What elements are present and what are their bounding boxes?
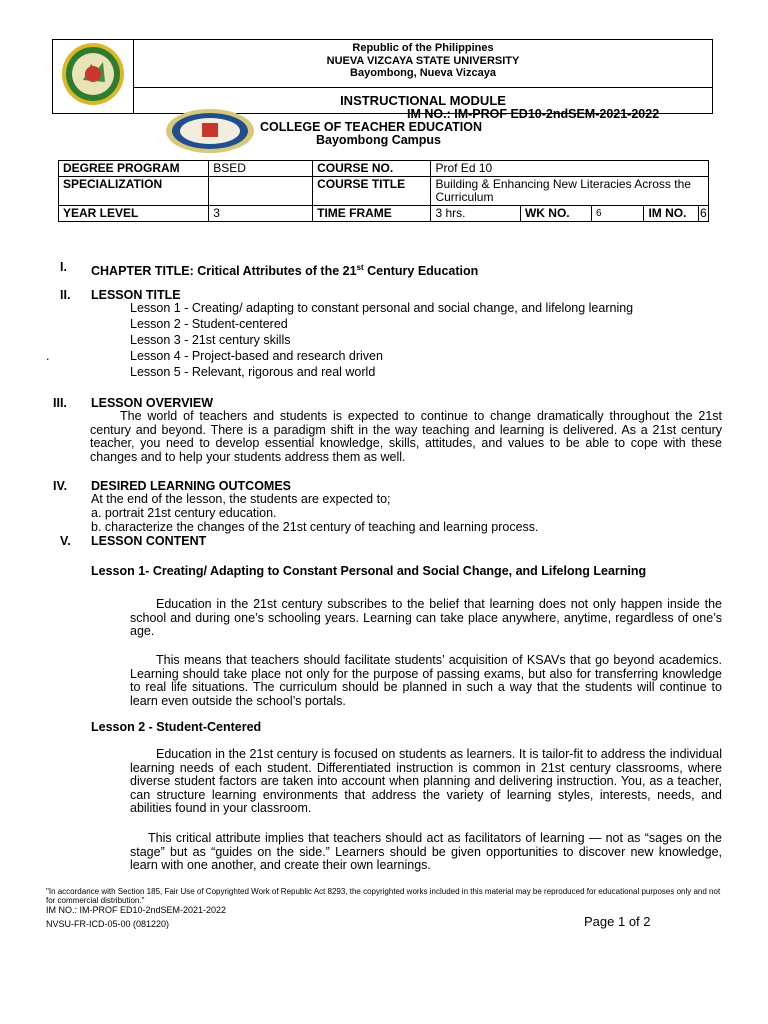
chapter-title-sup: st <box>356 263 364 272</box>
lesson-overview-heading: LESSON OVERVIEW <box>91 396 214 410</box>
week-no-label: WK NO. <box>520 206 591 222</box>
degree-label: DEGREE PROGRAM <box>59 161 209 177</box>
course-title-label: COURSE TITLE <box>313 177 431 206</box>
learning-outcome-b: b. characterize the changes of the 21st century of teaching and learning process. <box>91 520 539 534</box>
lesson-item: Lesson 4 - Project-based and research driven <box>130 349 383 363</box>
nvsu-seal-icon <box>53 40 133 108</box>
university-name: NUEVA VIZCAYA STATE UNIVERSITY <box>326 54 520 67</box>
learning-outcome-a: a. portrait 21st century education. <box>91 506 277 520</box>
lesson-1-title: Lesson 1- Creating/ Adapting to Constant Personal and Social Change, and Lifelong Learning <box>91 564 647 578</box>
cte-logo-icon <box>164 107 256 155</box>
year-level-label: YEAR LEVEL <box>59 206 209 222</box>
im-no-label: IM NO. <box>644 206 699 222</box>
specialization-label: SPECIALIZATION <box>59 177 209 206</box>
module-title: INSTRUCTIONAL MODULE <box>134 88 713 114</box>
course-no-label: COURSE NO. <box>313 161 431 177</box>
im-no-value: 6 <box>699 206 707 220</box>
section-1-number: I. <box>60 260 67 274</box>
im-number: IM NO.: IM-PROF ED10-2ndSEM-2021-2022 <box>407 107 660 121</box>
copyright-notice: "In accordance with Section 185, Fair Use of Copyrighted Work of Republic Act 8293, the copyrighted works included in this material may be reproduced for educational purposes only and not for commercial distribution." <box>46 887 721 905</box>
section-2-number: II. <box>60 288 71 302</box>
section-3-number: III. <box>53 396 67 410</box>
lesson-1-paragraph-2: This means that teachers should facilitate students’ acquisition of KSAVs that go beyond academics. Learning should take place not only for the purpose of passing exams, but also for transferring knowledge to real life situations. The curriculum should be planned in such a way that the students will continue to learn even outside the school’s portals. <box>130 653 722 708</box>
country-text: Republic of the Philippines <box>352 42 494 54</box>
lesson-item: Lesson 2 - Student-centered <box>130 317 288 331</box>
section-5-number: V. <box>60 534 71 548</box>
university-logo-cell <box>53 40 134 114</box>
lesson-content-heading: LESSON CONTENT <box>91 534 207 548</box>
college-name: COLLEGE OF TEACHER EDUCATION <box>260 120 482 134</box>
chapter-title-tail: Century Education <box>363 264 479 279</box>
footer-im-number: IM NO.: IM-PROF ED10-2ndSEM-2021-2022 <box>46 905 227 915</box>
lesson-2-paragraph-1: Education in the 21st century is focused on students as learners. It is tailor-fit to address the individual learning needs of each student. Differentiated instruction is common in 21st century classrooms, where diverse student factors are taken into account when planning and delivering instruction. You, as a teacher, can structure learning environments that address the variety of learning styles, interests, needs, and abilities found in your classroom. <box>130 747 722 815</box>
lesson-2-paragraph-2: This critical attribute implies that teachers should act as facilitators of learning — not as “sages on the stage” but as “guides on the side.” Learners should be given opportunities to discover new knowledge, learn with one another, and create their own learnings. <box>130 831 722 872</box>
header-table <box>52 39 713 114</box>
time-frame-value: 3 hrs. <box>431 206 521 222</box>
time-frame-label: TIME FRAME <box>313 206 431 222</box>
learning-outcomes-intro: At the end of the lesson, the students are expected to; <box>91 492 391 506</box>
chapter-title <box>91 261 478 279</box>
section-4-number: IV. <box>53 479 68 493</box>
university-location: Bayombong, Nueva Vizcaya <box>350 67 496 79</box>
stray-dot: . <box>46 349 50 363</box>
lesson-item: Lesson 1 - Creating/ adapting to constant personal and social change, and lifelong learning <box>130 301 634 315</box>
form-number: NVSU-FR-ICD-05-00 (081220) <box>46 919 170 929</box>
lesson-overview-body: The world of teachers and students is expected to continue to change dramatically throughout the 21st century and beyond. There is a paradigm shift in the way teaching and learning is delivered. As a 21st century teacher, you need to develop essential knowledge, skills, attitudes, and values to be able to cope with these changes and to help your students address them as well. <box>90 409 722 464</box>
university-info-cell <box>134 40 713 88</box>
degree-value: BSED <box>209 161 313 177</box>
lesson-1-paragraph-1: Education in the 21st century subscribes to the belief that learning does not only happen inside the school and during one’s schooling years. Learning can take place anywhere, anytime, regardless of one’s age. <box>130 597 722 638</box>
course-title-value: Building & Enhancing New Literacies Across the Curriculum <box>431 177 709 206</box>
lesson-item: Lesson 5 - Relevant, rigorous and real world <box>130 365 376 379</box>
lesson-2-title: Lesson 2 - Student-Centered <box>91 720 262 734</box>
year-level-value: 3 <box>209 206 313 222</box>
week-no-value: 6 <box>591 206 643 222</box>
campus-name: Bayombong Campus <box>316 133 442 147</box>
lesson-item: Lesson 3 - 21st century skills <box>130 333 291 347</box>
page-number: Page 1 of 2 <box>584 914 651 929</box>
specialization-value <box>209 177 313 206</box>
course-no-value: Prof Ed 10 <box>431 161 709 177</box>
course-info-table <box>58 160 709 222</box>
lesson-title-heading: LESSON TITLE <box>91 288 181 302</box>
learning-outcomes-heading: DESIRED LEARNING OUTCOMES <box>91 479 292 493</box>
chapter-title-text: CHAPTER TITLE: Critical Attributes of the 21 <box>91 264 357 279</box>
